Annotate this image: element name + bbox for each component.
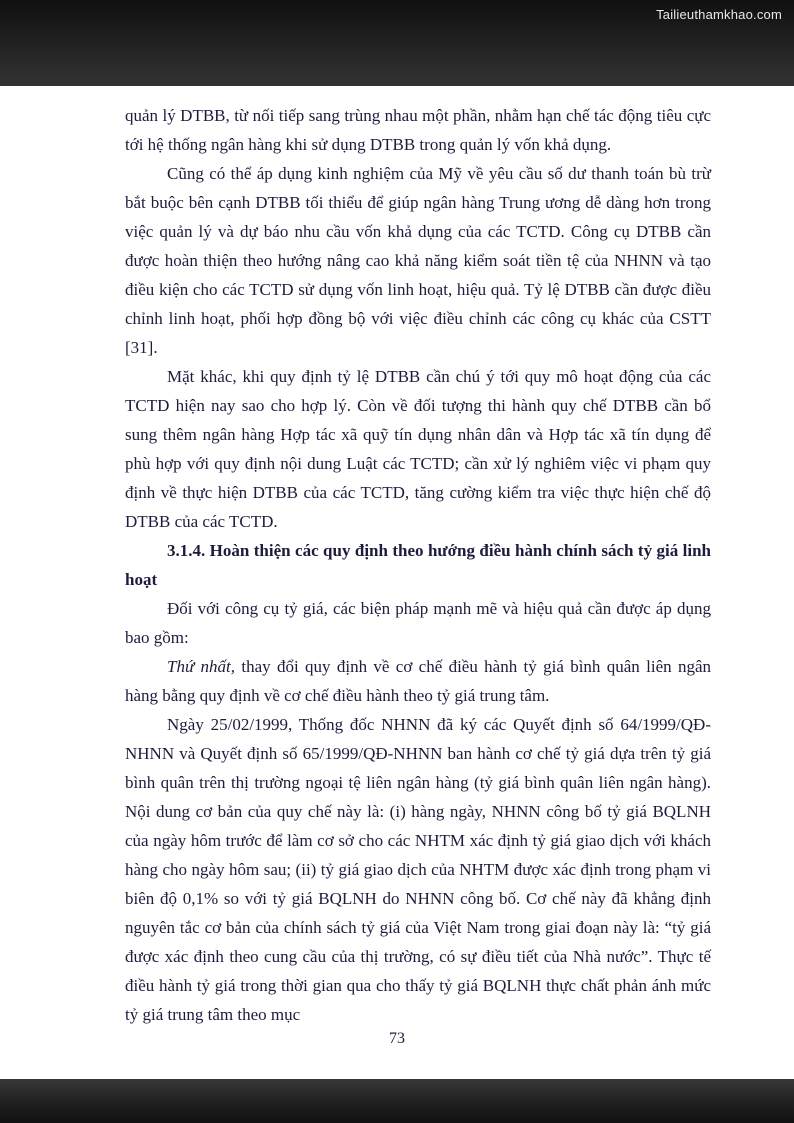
page-number: 73 [389, 1030, 405, 1047]
body-paragraph: Cũng có thể áp dụng kinh nghiệm của Mỹ về yêu cầu số dư thanh toán bù trừ bắt buộc bên cạnh DTBB tối thiểu để giúp ngân hàng Trung ương dễ dàng hơn trong việc quản lý và dự báo nhu cầu vốn khả dụng của các TCTD. Công cụ DTBB cần được hoàn thiện theo hướng nâng cao khả năng kiểm soát tiền tệ của NHNN và tạo điều kiện cho các TCTD sử dụng vốn linh hoạt, hiệu quả. Tỷ lệ DTBB cần được điều chỉnh linh hoạt, phối hợp đồng bộ với việc điều chỉnh các công cụ khác của CSTT [31]. [125, 164, 711, 357]
body-paragraph [125, 652, 711, 710]
body-paragraph: Đối với công cụ tỷ giá, các biện pháp mạnh mẽ và hiệu quả cần được áp dụng bao gồm: [125, 599, 711, 647]
page-content [125, 101, 711, 1029]
bottom-shadow-bar [0, 1079, 794, 1123]
watermark-site-link[interactable]: Tailieuthamkhao.com [656, 7, 782, 22]
paragraph-lead-rest: thay đổi quy định về cơ chế điều hành tỷ giá bình quân liên ngân hàng bằng quy định về cơ chế điều hành theo tỷ giá trung tâm. [125, 657, 711, 705]
body-paragraph: Ngày 25/02/1999, Thống đốc NHNN đã ký các Quyết định số 64/1999/QĐ-NHNN và Quyết định số 65/1999/QĐ-NHNN ban hành cơ chế tỷ giá dựa trên tỷ giá bình quân trên thị trường ngoại tệ liên ngân hàng (tỷ giá bình quân liên ngân hàng). Nội dung cơ bản của quy chế này là: (i) hàng ngày, NHNN công bố tỷ giá BQLNH của ngày hôm trước để làm cơ sở cho các NHTM xác định tỷ giá giao dịch với khách hàng cho ngày hôm sau; (ii) tỷ giá giao dịch của NHTM được xác định trong phạm vi biên độ 0,1% so với tỷ giá BQLNH do NHNN công bố. Cơ chế này đã khẳng định nguyên tắc cơ bản của chính sách tỷ giá của Việt Nam trong giai đoạn này là: “tỷ giá được xác định theo cung cầu của thị trường, có sự điều tiết của Nhà nước”. Thực tế điều hành tỷ giá trong thời gian qua cho thấy tỷ giá BQLNH thực chất phản ánh mức tỷ giá trung tâm theo mục [125, 715, 711, 1024]
body-paragraph-continuation: quản lý DTBB, từ nối tiếp sang trùng nhau một phần, nhằm hạn chế tác động tiêu cực tới hệ thống ngân hàng khi sử dụng DTBB trong quản lý vốn khả dụng. [125, 106, 711, 154]
body-paragraph: Mặt khác, khi quy định tỷ lệ DTBB cần chú ý tới quy mô hoạt động của các TCTD hiện nay sao cho hợp lý. Còn về đối tượng thi hành quy chế DTBB cần bổ sung thêm ngân hàng Hợp tác xã quỹ tín dụng nhân dân và Hợp tác xã tín dụng để phù hợp với quy định nội dung Luật các TCTD; cần xử lý nghiêm việc vi phạm quy định về thực hiện DTBB của các TCTD, tăng cường kiểm tra việc thực hiện chế độ DTBB của các TCTD. [125, 367, 711, 531]
paragraph-lead-italic: Thứ nhất, [167, 657, 236, 676]
section-heading-3-1-4: 3.1.4. Hoàn thiện các quy định theo hướng điều hành chính sách tỷ giá linh hoạt [125, 541, 711, 589]
